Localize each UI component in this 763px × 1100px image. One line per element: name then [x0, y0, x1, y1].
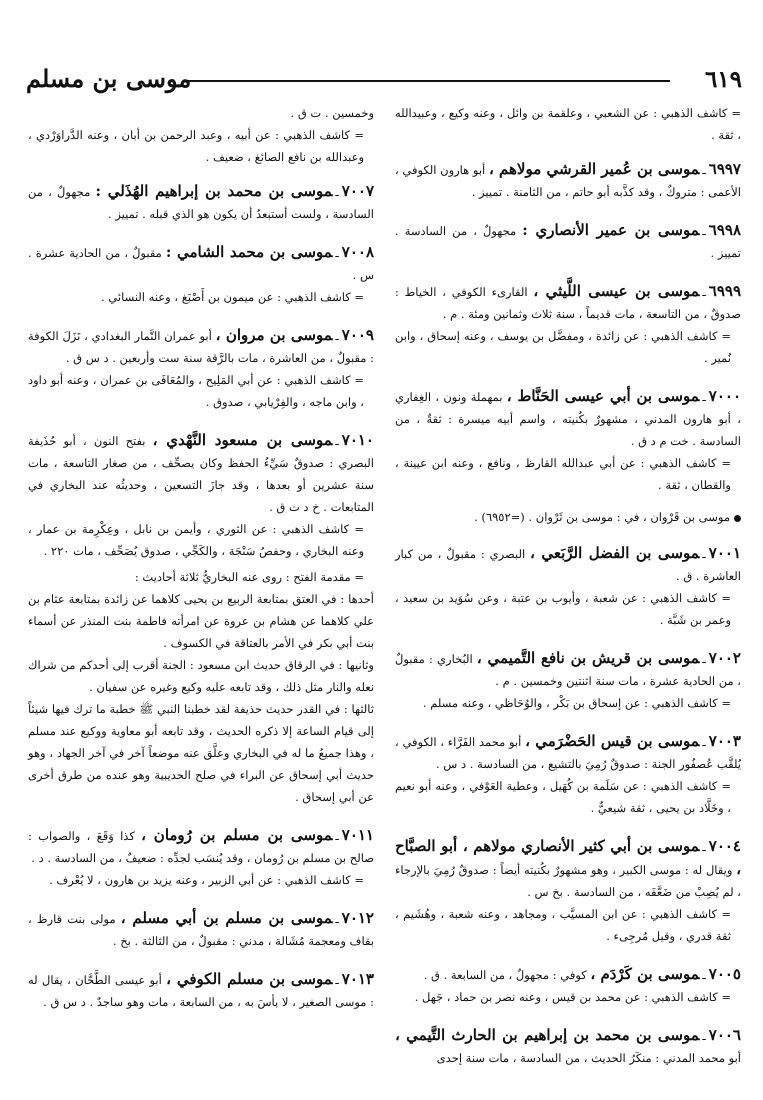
entry-text: مجهولٌ ، من السادسة ، ولست أستبعدُ أن يكون هو الذي قبله . تمييز . — [28, 185, 374, 221]
kashif-note: = كاشف الذهبي : عن شعبة ، وأيوب بن عتبة ، وعن سُوَيد بن سعيد ، وعمر بن شَبَّة . — [395, 591, 731, 627]
entry-number: ٧٠١٠ — [341, 431, 374, 449]
entry-text: أبو عيسى الطَّحَّان ، يقال له : موسى الصغير ، لا بأسَ به ، من السابعة ، مات وهو ساجدٌ . د س ق . — [28, 973, 374, 1009]
muqaddima-first: أحدها : في العتق بمتابعة الربيع بن يحيى كلاهما عن زائدة بمتابعة عثام بن علي كلاهما عن هشام بن عروة عن امرأته فاطمة بنت المنذر عن أسماء بنت أبي بكر في الأمر بالعتاقة في الكسوف . — [28, 592, 374, 650]
kashif-note: = كاشف الذهبي : عن الثوري ، وأيمن بن نابل ، وعِكْرِمة بن عمار ، وعنه البخاري ، وحفصُ سَنْجَة ، والكَجِّي ، صدوق يُصَحِّف ، مات ٢٢٠ . — [28, 522, 364, 558]
entry-name: موسى بن مروان ، — [215, 326, 333, 344]
entry-number: ٦٩٩٧ — [708, 160, 741, 178]
continued-text: وخمسين . ت ق . — [290, 106, 374, 120]
kashif-note: = كاشف الذهبي : عن ابن المسيَّب ، ومجاهد ، وعنه شعبة ، وهُشَيم ، ثقة قدري ، وقيل مُرجِىء . — [395, 907, 731, 943]
entry-text: أبو محمد الفَرَّاء ، الكوفي ، يُلقَّب عُصفُور الجنة : صدوقٌ رُمِيَ بالتشيع ، من السادسة . د س . — [395, 735, 741, 771]
entry-name: موسى بن مسلم بن رُومان ، — [141, 826, 333, 844]
entry-name: موسى بن أبي كثير الأنصاري مولاهم ، أبو الصبَّاح ، — [395, 837, 742, 878]
entry-text: كذا وَقَعَ ، والصواب : صالح بن مسلم بن رُومان ، وقد يُنسَب لجدِّه : ضعيفٌ ، من السادسة . د . — [28, 829, 374, 865]
entry-number: ٧٠٠٨ — [341, 243, 375, 261]
entry-7007: ٧٠٠٧ـموسى بن محمد بن إبراهيم الهُذَلي : مجهولٌ ، من السادسة ، ولست أستبعدُ أن يكون هو الذي قبله . تمييز . — [28, 182, 375, 221]
bullet-icon — [734, 515, 741, 522]
entry-text: القارىء الكوفي ، الخياط : صدوقٌ ، من التاسعة ، مات قديماً ، سنة ثلاث وثمانين ومئة . م . — [395, 285, 741, 321]
kashif-note: = كاشف الذهبي : عن زائدة ، ومفضَّل بن يوسف ، وعنه إسحاق ، وابن نُمير . — [395, 329, 731, 365]
entry-7011: ٧٠١١ـموسى بن مسلم بن رُومان ، كذا وَقَعَ ، والصواب : صالح بن مسلم بن رُومان ، وقد يُنسَب لجدِّه : ضعيفٌ ، من السادسة . د . = كاشف الذهبي : عن أبي الزبير ، وعنه يزيد بن هارون ، لا يُعْرف . — [28, 824, 374, 891]
kashif-note: = كاشف الذهبي : عن أبي عبدالله القارظ ، ونافع ، وعنه ابن عيينة ، والقطان ، ثقة . — [395, 456, 731, 492]
entry-7005: ٧٠٠٥ـموسى بن كَرْدَم ، كوفي : مجهولٌ ، من السابعة . ق . = كاشف الذهبي : عن محمد بن قيس ، وعنه نصر بن حماد ، جَهل . — [395, 963, 741, 1008]
entry-name: موسى بن محمد بن إبراهيم بن الحارث التَّيمي ، — [395, 1026, 700, 1044]
entry-name: موسى بن عُمير القرشي مولاهم ، — [488, 160, 700, 178]
page-header — [26, 62, 742, 102]
entry-name: موسى بن عيسى اللَّيثي ، — [533, 282, 700, 300]
entry-number: ٧٠١٢ — [341, 909, 374, 927]
running-title: موسى بن مسلم — [26, 64, 192, 93]
entry-7001: ٧٠٠١ـموسى بن الفضل الرَّبَعي ، البصري : مقبولٌ ، من كبار العاشرة . ق . = كاشف الذهبي : عن شعبة ، وأيوب بن عتبة ، وعن سُوَيد بن سعيد ، وعمر بن شَبَّة . — [395, 542, 741, 631]
kashif-note: = كاشف الذهبي : عن إسحاق بن بَكْر ، والوُحَاظي ، وعنه مسلم . — [422, 696, 731, 710]
entry-name: موسى بن محمد الشامي : — [165, 243, 333, 261]
cross-reference: موسى بن قَرْوان ، في : موسى بن ثَرْوان . (=٦٩٥٢) . — [395, 506, 741, 528]
left-column — [28, 102, 374, 1029]
page-number: ٦١٩ — [704, 66, 742, 93]
entry-number: ٧٠٠٧ — [341, 182, 375, 200]
right-column — [395, 102, 741, 1085]
entry-7006: ٧٠٠٦ـموسى بن محمد بن إبراهيم بن الحارث التَّيمي ، أبو محمد المدني : منكَرُ الحديث ، من السادسة ، مات سنة إحدى — [395, 1026, 741, 1065]
entry-name: موسى بن قريش بن نافع التَّميمي ، — [476, 649, 700, 667]
entry-number: ٧٠٠٣ — [708, 732, 741, 750]
entry-text: أبو هارون الكوفي ، الأعمى : متروكٌ ، وقد كذَّبه أبو حاتم ، من الثامنة . تمييز . — [395, 163, 741, 199]
entry-7004: ٧٠٠٤ـموسى بن أبي كثير الأنصاري مولاهم ، أبو الصبَّاح ، ويقال له : موسى الكبير ، وهو مشهورٌ بكُنيته أيضاً : صدوقٌ رُمِيَ بالإرجاء ، لم يُصِبْ من ضَعَّفَه ، من السادسة . بخ س . = كاشف الذهبي : عن ابن المسيَّب ، ومجاهد ، وعنه شعبة ، وهُشَيم ، ثقة قدري ، وقيل مُرجِىء . — [395, 835, 741, 947]
entry-6997: ٦٩٩٧ـموسى بن عُمير القرشي مولاهم ، أبو هارون الكوفي ، الأعمى : متروكٌ ، وقد كذَّبه أبو حاتم ، من الثامنة . تمييز . — [395, 160, 741, 199]
entry-number: ٧٠٠٢ — [708, 649, 741, 667]
entry-7009: ٧٠٠٩ـموسى بن مروان ، أبو عمران التَّمار البغدادي ، نَزَلَ الكوفة : مقبولٌ ، من العاشرة ، مات بالرَّقة سنة ست وأربعين . د س ق . = كاشف الذهبي : عن أبي المَلِيح ، والمُعَافَى بن عمران ، وعنه أبو داود ، وابن ماجه ، والفِرْيابي ، صدوق . — [28, 324, 374, 413]
entry-7003: ٧٠٠٣ـموسى بن قيس الحَضْرَمي ، أبو محمد الفَرَّاء ، الكوفي ، يُلقَّب عُصفُور الجنة : صدوقٌ رُمِيَ بالتشيع ، من السادسة . د س . = كاشف الذهبي : عن سَلَمة بن كُهَيل ، وعطية العَوْفي ، وعنه أبو نعيم ، وخَلَّاد بن يحيى ، ثقة شيعيٌّ . — [395, 730, 741, 819]
entry-text: بفتح النون ، أبو حُذَيفة البصري : صدوقٌ سَيِّءُ الحفظ وكان يصحِّف ، من صغار التاسعة ، مات سنة عشرين أو بعدها ، وقد جازَ التسعين ، وحديثُه عند البخاري في المتابعات . خ د ت ق . — [28, 434, 374, 514]
muqaddima-intro: = مقدمة الفتح : روى عنه البخاريُّ ثلاثة أحاديث : — [134, 570, 364, 584]
entry-text: بمهملة ونون ، الغِفاري ، أبو هارون المدني ، مشهورٌ بكُنيته ، واسم أبيه ميسرة : ثقةٌ ، من السادسة . خت م د ق . — [395, 390, 741, 448]
entry-name: موسى بن عمير الأنصاري : — [522, 221, 700, 239]
entry-7002: ٧٠٠٢ـموسى بن قريش بن نافع التَّميمي ، البُخاري : مقبولٌ ، من الحادية عشرة ، مات سنة اثنتين وخمسين . م . = كاشف الذهبي : عن إسحاق بن بَكْر ، والوُحَاظي ، وعنه مسلم . — [395, 647, 741, 714]
entry-text: ويقال له : موسى الكبير ، وهو مشهورٌ بكُنيته أيضاً : صدوقٌ رُمِيَ بالإرجاء ، لم يُصِبْ من ضَعَّفَه ، من السادسة . بخ س . — [395, 863, 741, 899]
kashif-note: = كاشف الذهبي : عن ميمون بن أَصْبَغ ، وعنه النسائي . — [100, 290, 364, 304]
entry-number: ٧٠٠٦ — [708, 1026, 741, 1044]
kashif-note: = كاشف الذهبي : عن أبي الزبير ، وعنه يزيد بن هارون ، لا يُعْرف . — [49, 873, 364, 887]
entry-name: موسى بن قيس الحَضْرَمي ، — [525, 732, 700, 750]
kashif-note: = كاشف الذهبي : عن أبي المَلِيح ، والمُعَافَى بن عمران ، وعنه أبو داود ، وابن ماجه ، والفِرْيابي ، صدوق . — [28, 373, 364, 409]
entry-7000: ٧٠٠٠ـموسى بن أبي عيسى الحَنَّاط ، بمهملة ونون ، الغِفاري ، أبو هارون المدني ، مشهورٌ بكُنيته ، واسم أبيه ميسرة : ثقةٌ ، من السادسة . خت م د ق . = كاشف الذهبي : عن أبي عبدالله القارظ ، ونافع ، وعنه ابن عيينة ، والقطان ، ثقة . — [395, 385, 741, 496]
muqaddima-block — [28, 566, 374, 808]
entry-name: موسى بن مسلم الكوفي ، — [166, 970, 333, 988]
entry-number: ٧٠١١ — [341, 826, 374, 844]
entry-name: موسى بن أبي عيسى الحَنَّاط ، — [506, 387, 700, 405]
entry-number: ٦٩٩٩ — [708, 282, 742, 300]
entry-text: أبو عمران التَّمار البغدادي ، نَزَلَ الكوفة : مقبولٌ ، من العاشرة ، مات بالرَّقة سنة ست وأربعين . د س ق . — [28, 329, 374, 365]
entry-number: ٧٠٠٠ — [708, 387, 742, 405]
entry-text: مولى بنت قارظ ، بقاف ومعجمة مُشَالة ، مدني : مقبولٌ ، من الثالثة . بخ . — [28, 912, 374, 948]
entry-number: ٧٠٠١ — [708, 544, 742, 562]
entry-number: ٧٠١٣ — [341, 970, 374, 988]
muqaddima-second: وثانيها : في الرقاق حديث ابن مسعود : الجنة أقرب إلى أحدكم من شراك نعله والنار مثل ذلك ، وقد تابعه عليه وكيع وغيره عن سفيان . — [28, 658, 374, 694]
kashif-note: = كاشف الذهبي : عن محمد بن قيس ، وعنه نصر بن حماد ، جَهل . — [414, 990, 731, 1004]
continued-note: = كاشف الذهبي : عن أبيه ، وعبد الرحمن بن أبان ، وعنه الدَّراوَرْدي ، وعبدالله بن نافع الصائغ ، ضعيف . — [28, 128, 364, 164]
entry-text: البُخاري : مقبولٌ ، من الحادية عشرة ، مات سنة اثنتين وخمسين . م . — [395, 652, 741, 688]
header-rule — [184, 80, 670, 82]
entry-text: أبو محمد المدني : منكَرُ الحديث ، من السادسة ، مات سنة إحدى — [436, 1051, 741, 1065]
entry-name: موسى بن محمد بن إبراهيم الهُذَلي : — [95, 182, 333, 200]
entry-number: ٧٠٠٩ — [341, 326, 374, 344]
entry-name: موسى بن مسلم بن أبي مسلم ، — [120, 909, 333, 927]
entry-text: كوفي : مجهولٌ ، من السابعة . ق . — [423, 968, 587, 982]
entry-6998: ٦٩٩٨ـموسى بن عمير الأنصاري : مجهولٌ ، من السادسة . تمييز . — [395, 221, 742, 260]
entry-7008: ٧٠٠٨ـموسى بن محمد الشامي : مقبولٌ ، من الحادية عشرة . س . = كاشف الذهبي : عن ميمون بن أَصْبَغ ، وعنه النسائي . — [28, 241, 374, 308]
entry-text: مقبولٌ ، من الحادية عشرة . س . — [28, 246, 374, 282]
lead-note: = كاشف الذهبي : عن الشعبي ، وعلقمة بن وائل ، وعنه وكيع ، وعبيدالله ، ثقة . — [395, 106, 741, 142]
entry-text: البصري : مقبولٌ ، من كبار العاشرة . ق . — [395, 547, 741, 583]
entry-name: موسى بن الفضل الرَّبَعي ، — [530, 544, 700, 562]
kashif-note: = كاشف الذهبي : عن سَلَمة بن كُهَيل ، وعطية العَوْفي ، وعنه أبو نعيم ، وخَلَّاد بن يحيى ، ثقة شيعيٌّ . — [395, 779, 731, 815]
entry-7010: ٧٠١٠ـموسى بن مسعود النَّهْدي ، بفتح النون ، أبو حُذَيفة البصري : صدوقٌ سَيِّءُ الحفظ وكان يصحِّف ، من صغار التاسعة ، مات سنة عشرين أو بعدها ، وقد جازَ التسعين ، وحديثُه عند البخاري في المتابعات . خ د ت ق . = كاشف الذهبي : عن الثوري ، وأيمن بن نابل ، وعِكْرِمة بن عمار ، وعنه البخاري ، وحفصُ سَنْجَة ، والكَجِّي ، صدوق يُصَحِّف ، مات ٢٢٠ . — [28, 429, 374, 562]
entry-number: ٦٩٩٨ — [708, 221, 742, 239]
entry-7013: ٧٠١٣ـموسى بن مسلم الكوفي ، أبو عيسى الطَّحَّان ، يقال له : موسى الصغير ، لا بأسَ به ، من السابعة ، مات وهو ساجدٌ . د س ق . — [28, 970, 374, 1009]
entry-text: مجهولٌ ، من السادسة . تمييز . — [395, 224, 741, 260]
entry-number: ٧٠٠٥ — [708, 965, 741, 983]
entry-6999: ٦٩٩٩ـموسى بن عيسى اللَّيثي ، القارىء الكوفي ، الخياط : صدوقٌ ، من التاسعة ، مات قديماً ، سنة ثلاث وثمانين ومئة . م . = كاشف الذهبي : عن زائدة ، ومفضَّل بن يوسف ، وعنه إسحاق ، وابن نُمير . — [395, 280, 741, 369]
entry-name: موسى بن كَرْدَم ، — [590, 965, 700, 983]
entry-number: ٧٠٠٤ — [708, 837, 741, 855]
muqaddima-third: ثالثها : في القدر حديث حذيفة لقد خطبنا النبي ﷺ خطبة ما ترك فيها شيئاً إلى قيام الساعة إلا ذكره الحديث ، وقد تابعه أبو معاوية ووكيع عند مسلم ، وهذا جميعُ ما له في البخاري وعلَّق عنه موضعاً آخر في آخر الجهاد ، وهو حديث أبي إسحاق عن البراء في صلح الحديبية وهو عنده من طرق أخرى عن أبي إسحاق . — [28, 702, 374, 804]
entry-7012: ٧٠١٢ـموسى بن مسلم بن أبي مسلم ، مولى بنت قارظ ، بقاف ومعجمة مُشَالة ، مدني : مقبولٌ ، من الثالثة . بخ . — [28, 909, 374, 948]
entry-name: موسى بن مسعود النَّهْدي ، — [152, 431, 333, 449]
